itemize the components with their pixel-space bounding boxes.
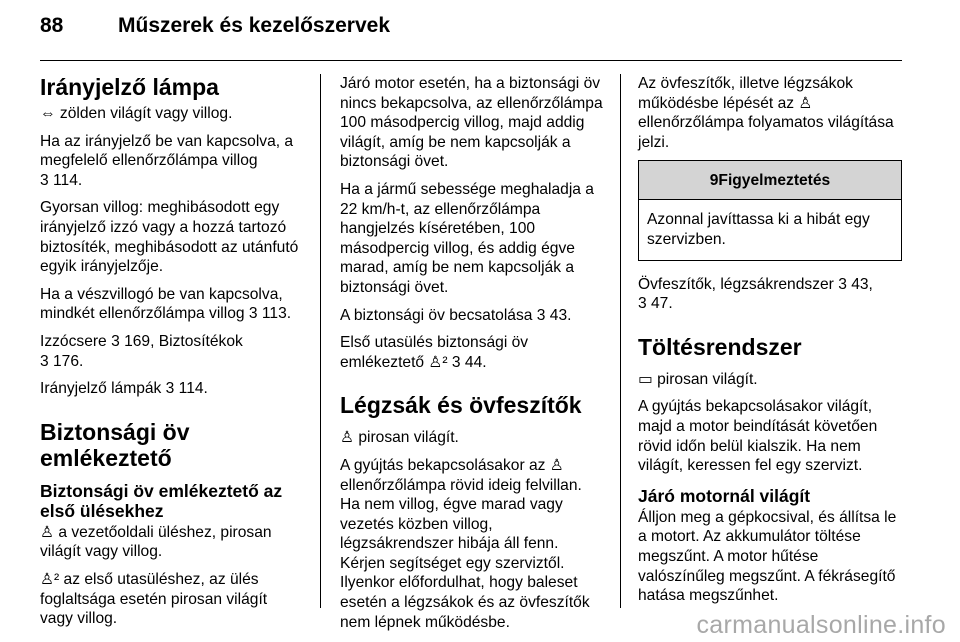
paragraph: Ha a vészvillogó be van kapcsolva, mindkét ellenőrzőlámpa villog 3 113.	[40, 285, 292, 323]
heading-turn-signal: Irányjelző lámpa	[40, 74, 219, 100]
page-title: Műszerek és kezelőszervek	[118, 14, 391, 37]
column-2	[340, 74, 606, 640]
paragraph-text: pirosan világít.	[652, 370, 758, 388]
paragraph: Álljon meg a gépkocsival, és állítsa le a motort. Az akkumulátor töltése megszűnt. A motor hűtése valószínűleg megszűnt. A fékrásegítő hatása megszűnhet.	[638, 508, 897, 605]
paragraph: Az övfeszítők, illetve légzsákok működésbe lépését az ♙ ellenőrzőlámpa folyamatos világítása jelzi.	[638, 75, 894, 151]
page-reference: 3 114.	[40, 171, 83, 189]
paragraph: Ha a jármű sebessége meghaladja a 22 km/h-t, az ellenőrzőlámpa hangjelzés kíséretében, 100 másodpercig villog, és addig égve marad, amíg be nem kapcsolják a biztonsági övet.	[340, 180, 594, 296]
paragraph-text: pirosan világít.	[353, 429, 459, 447]
heading-airbag: Légzsák és övfeszítők	[340, 392, 582, 419]
paragraph-text: zölden világít vagy villog.	[55, 105, 233, 122]
passenger-seatbelt-icon: ♙²	[40, 570, 60, 588]
paragraph-text: Ha az irányjelző be van kapcsolva, a megfelelő ellenőrzőlámpa villog	[40, 132, 294, 170]
column-divider-1	[320, 74, 321, 608]
paragraph-text: az első utasüléshez, az ülés foglaltsága esetén pirosan világít vagy villog.	[40, 570, 268, 628]
paragraph: Gyorsan villog: meghibásodott egy irányjelző izzó vagy a hozzá tartozó biztosíték, meghibásodott az utánfutó egyik irányjelzője.	[40, 199, 299, 276]
page-number: 88	[40, 14, 64, 37]
turn-signal-icon: ⇔	[40, 105, 56, 122]
column-1	[40, 74, 304, 637]
paragraph-text: emlékeztető ♙² 3 44.	[340, 353, 487, 371]
warning-body: Azonnal javíttassa ki a hibát egy szervizben.	[647, 211, 870, 248]
paragraph	[340, 428, 606, 448]
paragraph	[40, 104, 304, 124]
paragraph-text: Izzócsere 3 169, Biztosítékok	[40, 332, 243, 350]
column-divider-2	[620, 74, 621, 608]
paragraph: Járó motor esetén, ha a biztonsági öv nincs bekapcsolva, az ellenőrzőlámpa 100 másodpercig villog, majd addig világít, amíg be nem kapcsolják a biztonsági övet.	[340, 75, 603, 171]
seatbelt-icon: ♙	[40, 523, 54, 541]
paragraph	[40, 570, 304, 629]
airbag-icon: ♙	[340, 429, 354, 447]
header-divider	[40, 60, 902, 61]
paragraph-text: a vezetőoldali üléshez, pirosan világít vagy villog.	[40, 523, 272, 561]
subheading-engine-running: Járó motornál világít	[638, 485, 811, 506]
battery-icon: ▭	[638, 370, 653, 388]
paragraph	[40, 523, 304, 562]
paragraph	[40, 132, 304, 191]
paragraph-text: Övfeszítők, légzsákrendszer 3 43,	[638, 275, 873, 293]
heading-charging-system: Töltésrendszer	[638, 333, 802, 360]
paragraph	[40, 332, 304, 371]
paragraph: A biztonsági öv becsatolása 3 43.	[340, 306, 572, 324]
paragraph-text: Első utasülés biztonsági öv	[340, 334, 529, 352]
paragraph	[638, 275, 902, 314]
subheading-seatbelt-front: Biztonsági öv emlékeztető az első ülésekhez	[40, 480, 283, 521]
paragraph: Irányjelző lámpák 3 114.	[40, 380, 208, 398]
watermark: carmanualsonline.info	[696, 611, 946, 639]
warning-title: 9Figyelmeztetés	[639, 161, 901, 200]
paragraph: A gyújtás bekapcsolásakor világít, majd a motor beindítását követően rövid időn belül kialszik. Ha nem világít, keressen fel egy szervizt.	[638, 398, 878, 475]
page-header	[40, 14, 390, 54]
heading-seatbelt-reminder: Biztonsági öv emlékeztető	[40, 418, 190, 471]
warning-box	[638, 160, 902, 260]
paragraph	[340, 333, 606, 372]
paragraph: A gyújtás bekapcsolásakor az ♙ ellenőrzőlámpa rövid ideig felvillan. Ha nem villog, égve marad vagy vezetés közben villog, légzsákrendszer hibája áll fenn. Kérjen segítséget egy szerviztől. Ilyenkor előfordulhat, hogy baleset esetén a légzsákok és az övfeszítők nem lépnek működésbe.	[340, 456, 590, 631]
paragraph	[638, 370, 902, 390]
column-3	[638, 74, 902, 614]
page-reference: 3 47.	[638, 295, 673, 313]
page-reference: 3 176.	[40, 352, 84, 370]
